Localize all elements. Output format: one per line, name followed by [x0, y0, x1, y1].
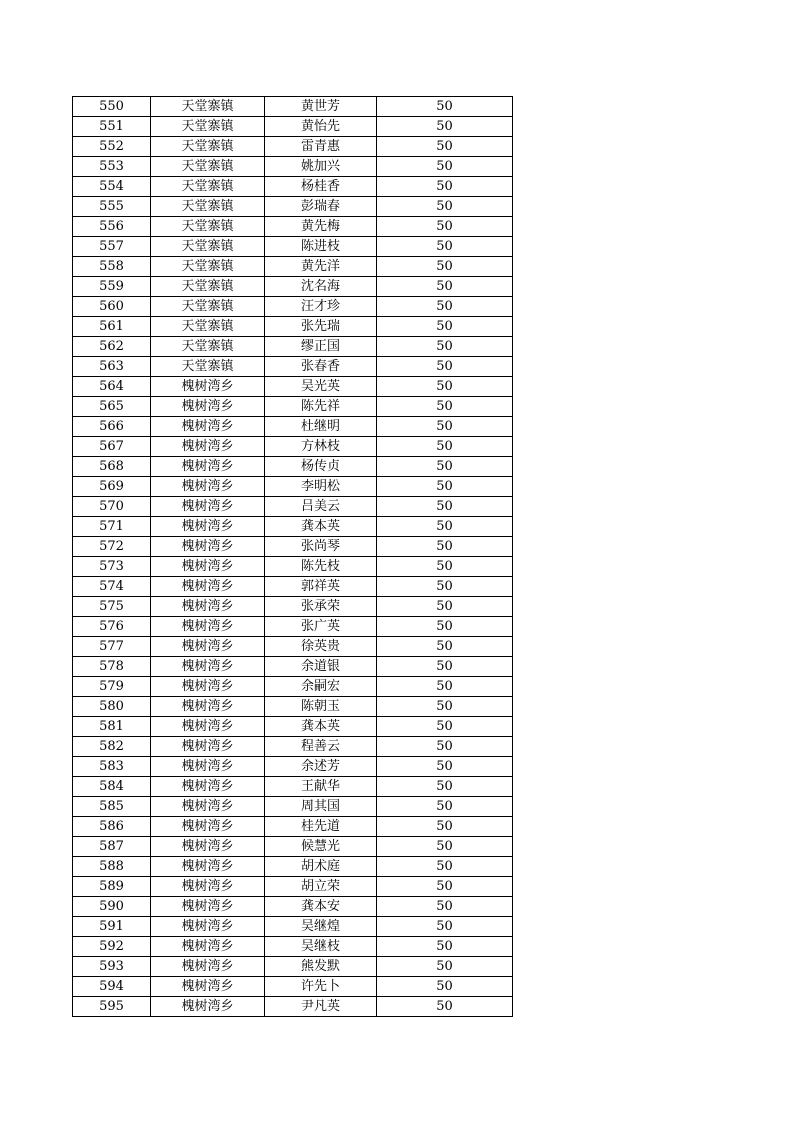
amount-cell: 50: [377, 837, 513, 857]
table-row: [73, 437, 513, 457]
amount-cell: 50: [377, 677, 513, 697]
township-cell: 天堂寨镇: [151, 337, 265, 357]
row-number-cell: 553: [73, 157, 151, 177]
person-name-cell: 张广英: [265, 617, 377, 637]
amount-cell: 50: [377, 937, 513, 957]
township-cell: 槐树湾乡: [151, 817, 265, 837]
township-cell: 天堂寨镇: [151, 297, 265, 317]
person-name-cell: 陈先祥: [265, 397, 377, 417]
row-number-cell: 560: [73, 297, 151, 317]
row-number-cell: 587: [73, 837, 151, 857]
person-name-cell: 张尚琴: [265, 537, 377, 557]
amount-cell: 50: [377, 557, 513, 577]
township-cell: 槐树湾乡: [151, 717, 265, 737]
township-cell: 天堂寨镇: [151, 117, 265, 137]
row-number-cell: 570: [73, 497, 151, 517]
township-cell: 天堂寨镇: [151, 237, 265, 257]
row-number-cell: 552: [73, 137, 151, 157]
person-name-cell: 黄世芳: [265, 97, 377, 117]
person-name-cell: 胡立荣: [265, 877, 377, 897]
township-cell: 槐树湾乡: [151, 897, 265, 917]
amount-cell: 50: [377, 897, 513, 917]
table-row: [73, 877, 513, 897]
amount-cell: 50: [377, 177, 513, 197]
person-name-cell: 尹凡英: [265, 997, 377, 1017]
township-cell: 天堂寨镇: [151, 177, 265, 197]
row-number-cell: 576: [73, 617, 151, 637]
table-row: [73, 397, 513, 417]
person-name-cell: 龚本英: [265, 717, 377, 737]
table-row: [73, 337, 513, 357]
table-row: [73, 677, 513, 697]
township-cell: 槐树湾乡: [151, 877, 265, 897]
table-row: [73, 417, 513, 437]
row-number-cell: 579: [73, 677, 151, 697]
township-cell: 槐树湾乡: [151, 697, 265, 717]
row-number-cell: 556: [73, 217, 151, 237]
row-number-cell: 562: [73, 337, 151, 357]
amount-cell: 50: [377, 497, 513, 517]
person-name-cell: 张春香: [265, 357, 377, 377]
township-cell: 天堂寨镇: [151, 97, 265, 117]
person-name-cell: 熊发默: [265, 957, 377, 977]
amount-cell: 50: [377, 397, 513, 417]
person-name-cell: 方林枝: [265, 437, 377, 457]
township-cell: 槐树湾乡: [151, 797, 265, 817]
table-row: [73, 477, 513, 497]
person-name-cell: 余嗣宏: [265, 677, 377, 697]
table-row: [73, 977, 513, 997]
table-row: [73, 957, 513, 977]
table-row: [73, 257, 513, 277]
row-number-cell: 555: [73, 197, 151, 217]
person-name-cell: 周其国: [265, 797, 377, 817]
row-number-cell: 594: [73, 977, 151, 997]
person-name-cell: 彭瑞春: [265, 197, 377, 217]
row-number-cell: 551: [73, 117, 151, 137]
row-number-cell: 569: [73, 477, 151, 497]
row-number-cell: 590: [73, 897, 151, 917]
table-row: [73, 117, 513, 137]
township-cell: 槐树湾乡: [151, 597, 265, 617]
amount-cell: 50: [377, 857, 513, 877]
table-row: [73, 737, 513, 757]
township-cell: 槐树湾乡: [151, 737, 265, 757]
row-number-cell: 577: [73, 637, 151, 657]
table-row: [73, 217, 513, 237]
table-row: [73, 137, 513, 157]
amount-cell: 50: [377, 257, 513, 277]
row-number-cell: 550: [73, 97, 151, 117]
person-name-cell: 王献华: [265, 777, 377, 797]
table-row: [73, 897, 513, 917]
township-cell: 槐树湾乡: [151, 937, 265, 957]
table-row: [73, 917, 513, 937]
row-number-cell: 565: [73, 397, 151, 417]
township-cell: 槐树湾乡: [151, 537, 265, 557]
table-row: [73, 277, 513, 297]
amount-cell: 50: [377, 637, 513, 657]
amount-cell: 50: [377, 457, 513, 477]
row-number-cell: 584: [73, 777, 151, 797]
amount-cell: 50: [377, 317, 513, 337]
table-row: [73, 577, 513, 597]
table-row: [73, 637, 513, 657]
amount-cell: 50: [377, 277, 513, 297]
township-cell: 槐树湾乡: [151, 417, 265, 437]
row-number-cell: 574: [73, 577, 151, 597]
township-cell: 槐树湾乡: [151, 617, 265, 637]
data-table: [72, 96, 513, 1017]
amount-cell: 50: [377, 377, 513, 397]
table-row: [73, 297, 513, 317]
amount-cell: 50: [377, 697, 513, 717]
amount-cell: 50: [377, 217, 513, 237]
table-row: [73, 617, 513, 637]
table-row: [73, 697, 513, 717]
table-row: [73, 497, 513, 517]
township-cell: 槐树湾乡: [151, 997, 265, 1017]
row-number-cell: 593: [73, 957, 151, 977]
row-number-cell: 573: [73, 557, 151, 577]
table-row: [73, 857, 513, 877]
township-cell: 槐树湾乡: [151, 757, 265, 777]
amount-cell: 50: [377, 237, 513, 257]
table-row: [73, 97, 513, 117]
township-cell: 槐树湾乡: [151, 977, 265, 997]
township-cell: 槐树湾乡: [151, 957, 265, 977]
amount-cell: 50: [377, 477, 513, 497]
township-cell: 槐树湾乡: [151, 657, 265, 677]
table-row: [73, 557, 513, 577]
township-cell: 天堂寨镇: [151, 137, 265, 157]
table-row: [73, 377, 513, 397]
row-number-cell: 581: [73, 717, 151, 737]
amount-cell: 50: [377, 337, 513, 357]
amount-cell: 50: [377, 997, 513, 1017]
township-cell: 槐树湾乡: [151, 477, 265, 497]
row-number-cell: 561: [73, 317, 151, 337]
table-row: [73, 657, 513, 677]
table-row: [73, 937, 513, 957]
person-name-cell: 余述芳: [265, 757, 377, 777]
row-number-cell: 572: [73, 537, 151, 557]
amount-cell: 50: [377, 737, 513, 757]
person-name-cell: 黄怡先: [265, 117, 377, 137]
township-cell: 槐树湾乡: [151, 677, 265, 697]
township-cell: 槐树湾乡: [151, 557, 265, 577]
row-number-cell: 564: [73, 377, 151, 397]
table-row: [73, 757, 513, 777]
amount-cell: 50: [377, 197, 513, 217]
person-name-cell: 缪正国: [265, 337, 377, 357]
person-name-cell: 龚本安: [265, 897, 377, 917]
amount-cell: 50: [377, 517, 513, 537]
row-number-cell: 589: [73, 877, 151, 897]
row-number-cell: 563: [73, 357, 151, 377]
row-number-cell: 586: [73, 817, 151, 837]
township-cell: 天堂寨镇: [151, 157, 265, 177]
table-row: [73, 597, 513, 617]
amount-cell: 50: [377, 957, 513, 977]
table-row: [73, 837, 513, 857]
row-number-cell: 583: [73, 757, 151, 777]
person-name-cell: 吴继枝: [265, 937, 377, 957]
person-name-cell: 姚加兴: [265, 157, 377, 177]
township-cell: 槐树湾乡: [151, 517, 265, 537]
person-name-cell: 雷青惠: [265, 137, 377, 157]
person-name-cell: 龚本英: [265, 517, 377, 537]
township-cell: 槐树湾乡: [151, 577, 265, 597]
row-number-cell: 588: [73, 857, 151, 877]
table-row: [73, 237, 513, 257]
township-cell: 槐树湾乡: [151, 637, 265, 657]
amount-cell: 50: [377, 437, 513, 457]
row-number-cell: 568: [73, 457, 151, 477]
row-number-cell: 567: [73, 437, 151, 457]
person-name-cell: 陈先枝: [265, 557, 377, 577]
table-row: [73, 997, 513, 1017]
amount-cell: 50: [377, 117, 513, 137]
township-cell: 槐树湾乡: [151, 397, 265, 417]
person-name-cell: 吕美云: [265, 497, 377, 517]
person-name-cell: 桂先道: [265, 817, 377, 837]
person-name-cell: 李明松: [265, 477, 377, 497]
row-number-cell: 582: [73, 737, 151, 757]
person-name-cell: 吴光英: [265, 377, 377, 397]
amount-cell: 50: [377, 717, 513, 737]
row-number-cell: 578: [73, 657, 151, 677]
amount-cell: 50: [377, 757, 513, 777]
amount-cell: 50: [377, 917, 513, 937]
amount-cell: 50: [377, 417, 513, 437]
amount-cell: 50: [377, 977, 513, 997]
person-name-cell: 杜继明: [265, 417, 377, 437]
amount-cell: 50: [377, 597, 513, 617]
township-cell: 天堂寨镇: [151, 197, 265, 217]
amount-cell: 50: [377, 97, 513, 117]
table-row: [73, 197, 513, 217]
row-number-cell: 554: [73, 177, 151, 197]
amount-cell: 50: [377, 157, 513, 177]
township-cell: 槐树湾乡: [151, 917, 265, 937]
table-row: [73, 717, 513, 737]
person-name-cell: 胡术庭: [265, 857, 377, 877]
amount-cell: 50: [377, 817, 513, 837]
person-name-cell: 余道银: [265, 657, 377, 677]
row-number-cell: 559: [73, 277, 151, 297]
table-row: [73, 777, 513, 797]
person-name-cell: 黄先梅: [265, 217, 377, 237]
township-cell: 槐树湾乡: [151, 377, 265, 397]
row-number-cell: 595: [73, 997, 151, 1017]
township-cell: 天堂寨镇: [151, 317, 265, 337]
row-number-cell: 580: [73, 697, 151, 717]
row-number-cell: 585: [73, 797, 151, 817]
person-name-cell: 吴继煌: [265, 917, 377, 937]
person-name-cell: 杨传贞: [265, 457, 377, 477]
table-row: [73, 357, 513, 377]
amount-cell: 50: [377, 657, 513, 677]
township-cell: 槐树湾乡: [151, 457, 265, 477]
township-cell: 槐树湾乡: [151, 837, 265, 857]
township-cell: 天堂寨镇: [151, 357, 265, 377]
amount-cell: 50: [377, 297, 513, 317]
table-row: [73, 797, 513, 817]
township-cell: 槐树湾乡: [151, 497, 265, 517]
row-number-cell: 575: [73, 597, 151, 617]
table-row: [73, 817, 513, 837]
table-row: [73, 177, 513, 197]
amount-cell: 50: [377, 777, 513, 797]
person-name-cell: 郭祥英: [265, 577, 377, 597]
township-cell: 槐树湾乡: [151, 437, 265, 457]
person-name-cell: 许先卜: [265, 977, 377, 997]
township-cell: 天堂寨镇: [151, 217, 265, 237]
person-name-cell: 候慧光: [265, 837, 377, 857]
person-name-cell: 杨桂香: [265, 177, 377, 197]
person-name-cell: 陈进枝: [265, 237, 377, 257]
township-cell: 槐树湾乡: [151, 857, 265, 877]
row-number-cell: 566: [73, 417, 151, 437]
table-body: [73, 97, 513, 1017]
row-number-cell: 592: [73, 937, 151, 957]
row-number-cell: 558: [73, 257, 151, 277]
person-name-cell: 黄先洋: [265, 257, 377, 277]
amount-cell: 50: [377, 537, 513, 557]
person-name-cell: 程善云: [265, 737, 377, 757]
person-name-cell: 陈朝玉: [265, 697, 377, 717]
township-cell: 天堂寨镇: [151, 277, 265, 297]
person-name-cell: 张承荣: [265, 597, 377, 617]
person-name-cell: 张先瑞: [265, 317, 377, 337]
table-row: [73, 537, 513, 557]
table-row: [73, 457, 513, 477]
amount-cell: 50: [377, 137, 513, 157]
table-row: [73, 157, 513, 177]
amount-cell: 50: [377, 877, 513, 897]
amount-cell: 50: [377, 617, 513, 637]
township-cell: 槐树湾乡: [151, 777, 265, 797]
amount-cell: 50: [377, 357, 513, 377]
amount-cell: 50: [377, 577, 513, 597]
person-name-cell: 汪才珍: [265, 297, 377, 317]
township-cell: 天堂寨镇: [151, 257, 265, 277]
row-number-cell: 591: [73, 917, 151, 937]
row-number-cell: 557: [73, 237, 151, 257]
table-row: [73, 317, 513, 337]
person-name-cell: 徐英贵: [265, 637, 377, 657]
table-row: [73, 517, 513, 537]
row-number-cell: 571: [73, 517, 151, 537]
amount-cell: 50: [377, 797, 513, 817]
person-name-cell: 沈名海: [265, 277, 377, 297]
